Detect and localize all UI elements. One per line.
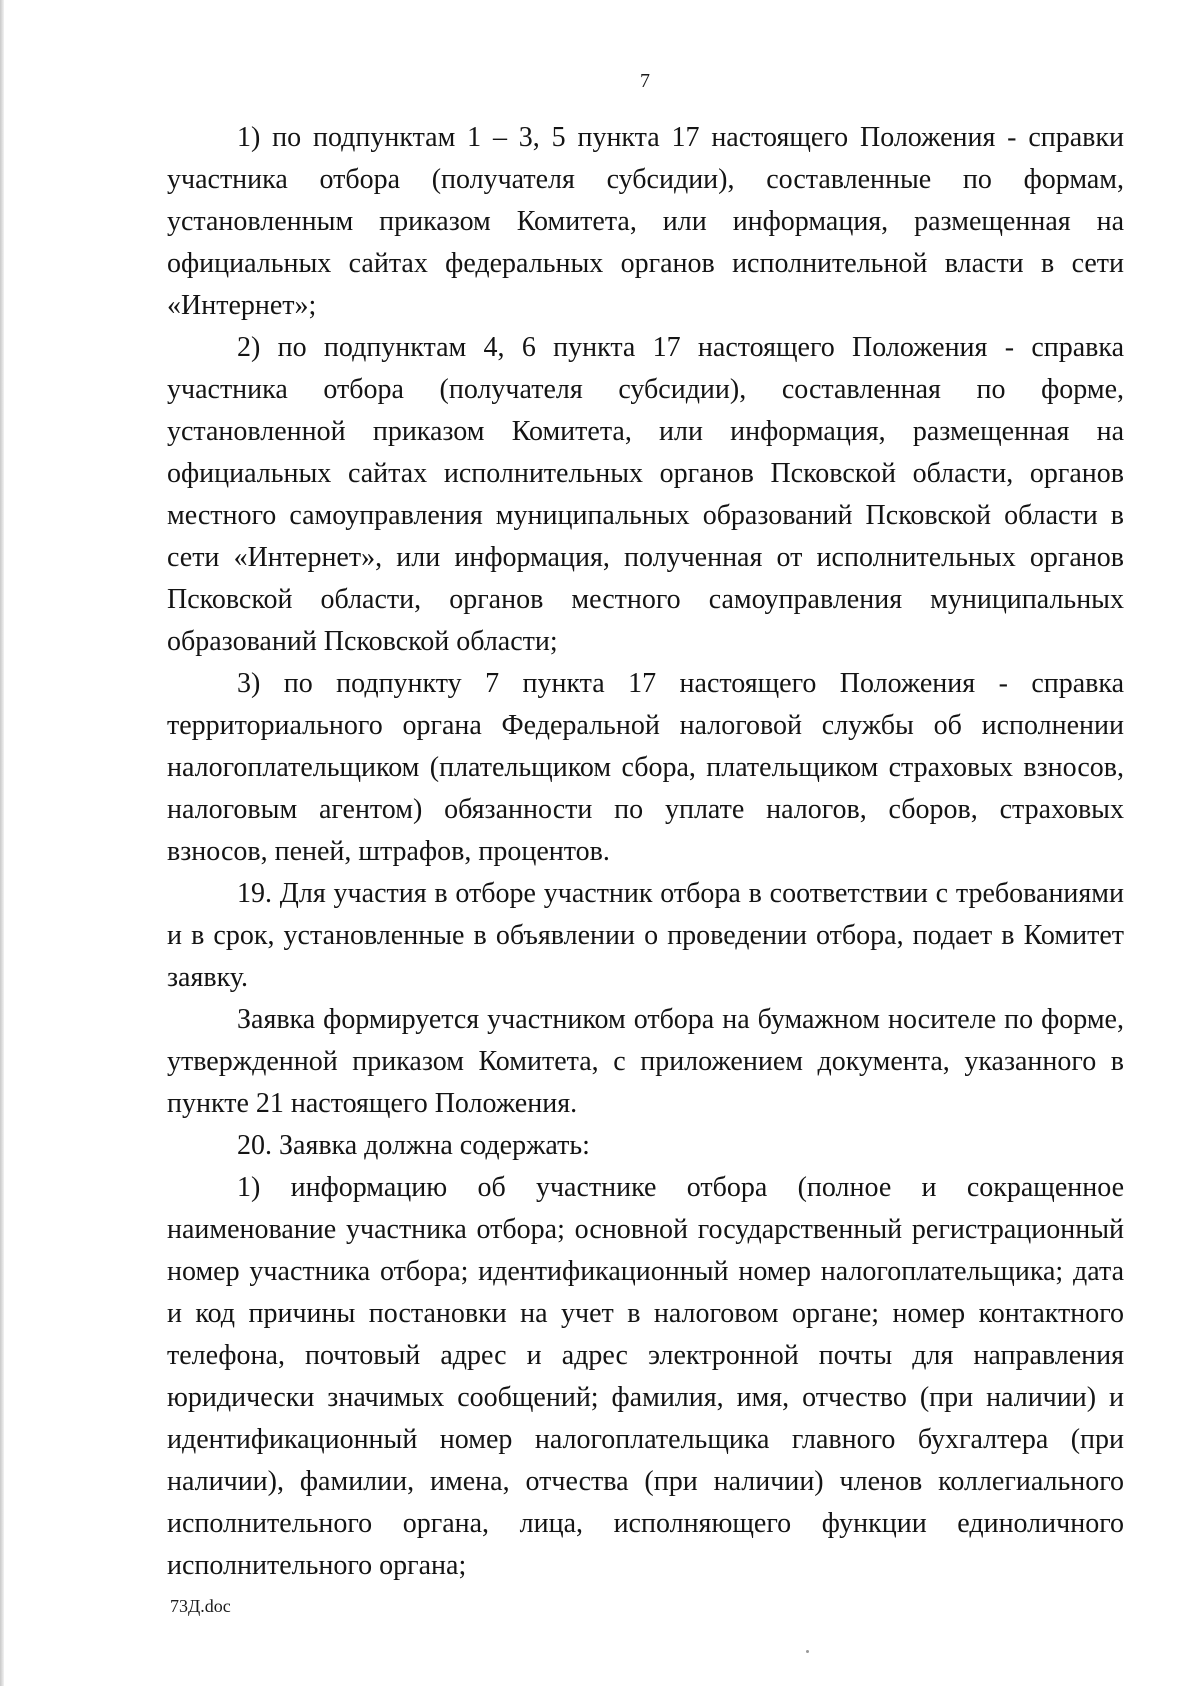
paragraph-item-19: 19. Для участия в отборе участник отбора в соответствии с требованиями и в срок, установленные в объявлении о проведении отбора, подает в Комитет заявку. [167, 878, 1124, 993]
paragraph-subitem-2: 2) по подпунктам 4, 6 пункта 17 настоящего Положения - справка участника отбора (получателя субсидии), составленная по форме, установленной приказом Комитета, или информация, размещенная на официальных сайтах исполнительных органов Псковской области, органов местного самоуправления муниципальных образований Псковской области в сети «Интернет», или информация, полученная от исполнительных органов Псковской области, органов местного самоуправления муниципальных образований Псковской области; [167, 332, 1124, 657]
scan-speck [806, 1650, 809, 1653]
document-body [167, 117, 1124, 1587]
paragraph-subitem-3: 3) по подпункту 7 пункта 17 настоящего Положения - справка территориального органа Федеральной налоговой службы об исполнении налогоплательщиком (плательщиком сбора, плательщиком страховых взносов, налоговым агентом) обязанности по уплате налогов, сборов, страховых взносов, пеней, штрафов, процентов. [167, 668, 1124, 867]
paragraph-subitem-1: 1) по подпунктам 1 – 3, 5 пункта 17 настоящего Положения - справки участника отбора (получателя субсидии), составленные по формам, установленным приказом Комитета, или информация, размещенная на официальных сайтах федеральных органов исполнительной власти в сети «Интернет»; [167, 122, 1124, 321]
scan-edge [0, 0, 4, 1686]
footer-filename: 73Д.doc [170, 1596, 231, 1616]
paragraph-application-form: Заявка формируется участником отбора на бумажном носителе по форме, утвержденной приказом Комитета, с приложением документа, указанного в пункте 21 настоящего Положения. [167, 1004, 1124, 1119]
paragraph-item-20-subitem-1: 1) информацию об участнике отбора (полное и сокращенное наименование участника отбора; основной государственный регистрационный номер участника отбора; идентификационный номер налогоплательщика; дата и код причины постановки на учет в налоговом органе; номер контактного телефона, почтовый адрес и адрес электронной почты для направления юридически значимых сообщений; фамилия, имя, отчество (при наличии) и идентификационный номер налогоплательщика главного бухгалтера (при наличии), фамилии, имена, отчества (при наличии) членов коллегиального исполнительного органа, лица, исполняющего функции единоличного исполнительного органа; [167, 1172, 1124, 1581]
page-number: 7 [640, 70, 650, 92]
paragraph-item-20: 20. Заявка должна содержать: [237, 1130, 590, 1161]
